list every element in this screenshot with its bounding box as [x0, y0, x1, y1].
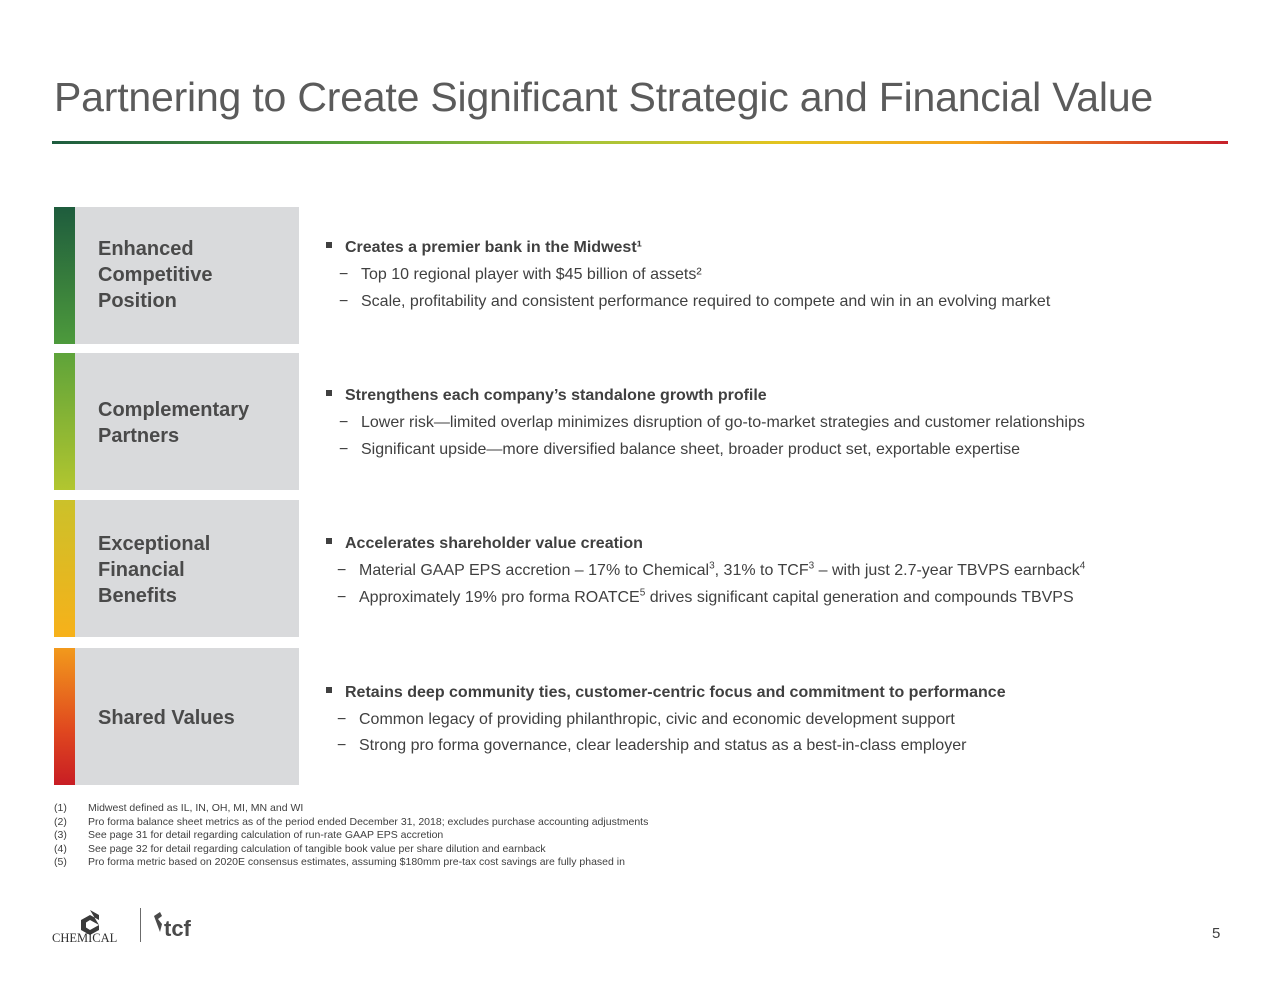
row-label-box: [75, 353, 299, 490]
page-title: Partnering to Create Significant Strategic and Financial Value: [54, 74, 1154, 120]
tcf-logo: [150, 908, 200, 942]
row-label: Shared Values: [98, 707, 235, 729]
footnote: (1) Midwest defined as IL, IN, OH, MI, MN and WI: [54, 802, 304, 814]
row-color-bar: [54, 353, 75, 490]
row-color-bar: [54, 500, 75, 637]
row-label: Exceptional Financial Benefits: [98, 533, 211, 607]
value-row-complementary-partners: [54, 353, 1234, 490]
value-row-shared-values: [54, 648, 1234, 785]
chemical-logo: [52, 908, 128, 944]
row-point: − Significant upside—more diversified balance sheet, broader product set, exportable expertise: [339, 441, 1021, 458]
logo-divider: [140, 908, 141, 942]
row-color-bar: [54, 648, 75, 785]
row-heading: Accelerates shareholder value creation: [326, 535, 643, 553]
title-gradient-rule: [52, 141, 1228, 144]
value-row-financial-benefits: [54, 500, 1234, 637]
bullet-square-icon: [326, 538, 332, 544]
row-point: − Approximately 19% pro forma ROATCE$^5$ drives significant capital generation and compounds TBVPS: [337, 587, 1074, 606]
footnotes: [54, 802, 648, 870]
row-point: − Common legacy of providing philanthropic, civic and economic development support: [337, 711, 955, 728]
chemical-wordmark: CHEMICAL: [52, 931, 118, 944]
bullet-square-icon: [326, 390, 332, 396]
footnote: (5) Pro forma metric based on 2020E consensus estimates, assuming $180mm pre-tax cost savings are fully phased in: [54, 856, 625, 868]
row-point: − Strong pro forma governance, clear leadership and status as a best-in-class employer: [337, 737, 967, 754]
row-heading: Retains deep community ties, customer-centric focus and commitment to performance: [326, 684, 1006, 702]
row-point: − Scale, profitability and consistent performance required to compete and win in an evolving market: [339, 293, 1051, 310]
row-point: − Top 10 regional player with $45 billion of assets²: [339, 266, 702, 283]
row-label-box: [75, 500, 299, 637]
bullet-square-icon: [326, 687, 332, 693]
row-label: Complementary Partners: [98, 399, 250, 447]
row-point: − Material GAAP EPS accretion – 17% to Chemical$^3$, 31% to TCF$^3$ – with just 2.7-year TBVPS earnback$^4$: [337, 560, 1086, 579]
bullet-square-icon: [326, 242, 332, 248]
row-label-box: [75, 648, 299, 785]
footnote: (4) See page 32 for detail regarding calculation of tangible book value per share dilution and earnback: [54, 842, 546, 855]
row-label: Enhanced Competitive Position: [98, 238, 213, 312]
footnote: (2) Pro forma balance sheet metrics as of the period ended December 31, 2018; excludes purchase accounting adjustments: [54, 815, 649, 828]
page-number: 5: [1212, 925, 1221, 942]
row-color-bar: [54, 207, 75, 344]
row-heading: Creates a premier bank in the Midwest¹: [326, 239, 642, 257]
row-heading: Strengthens each company’s standalone growth profile: [326, 387, 767, 405]
footnote: (3) See page 31 for detail regarding calculation of run-rate GAAP EPS accretion: [54, 829, 444, 841]
value-row-competitive-position: [54, 207, 1234, 344]
tcf-wordmark: tcf: [164, 916, 191, 941]
tcf-mark-icon: [154, 912, 162, 932]
row-point: − Lower risk—limited overlap minimizes disruption of go-to-market strategies and customer relationships: [339, 414, 1085, 431]
row-label-box: [75, 207, 299, 344]
